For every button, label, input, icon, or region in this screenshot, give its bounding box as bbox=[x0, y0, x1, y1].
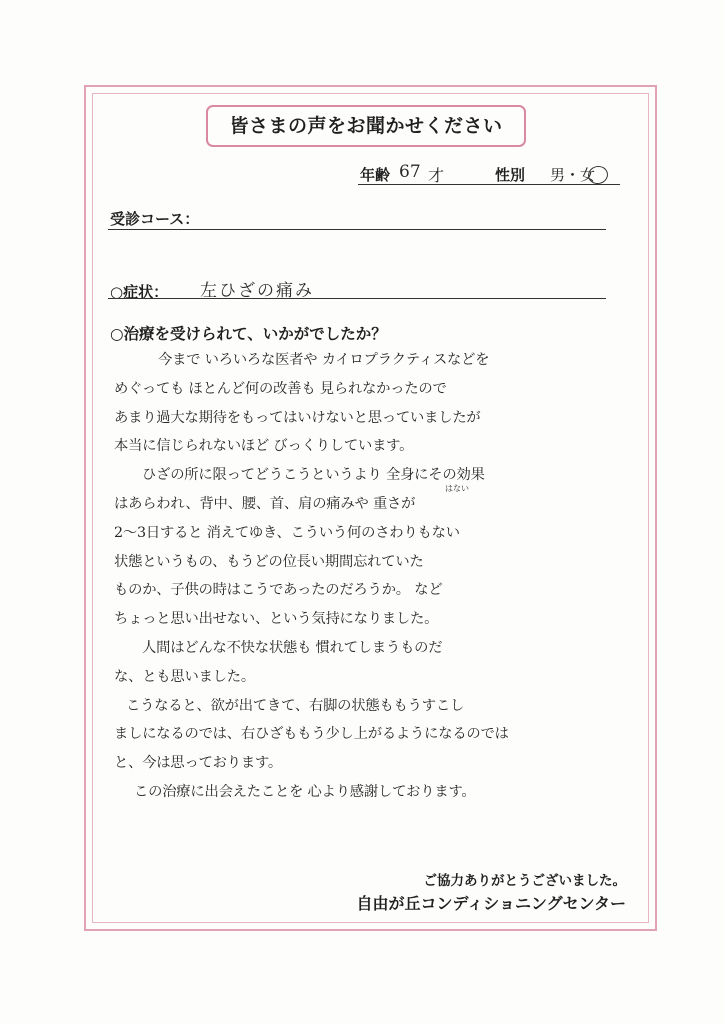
age-value: 67 bbox=[399, 162, 421, 182]
testimonial-line: ものか、子供の時はこうであったのだろうか。 など bbox=[114, 582, 443, 599]
gender-label: 性別 bbox=[495, 166, 526, 184]
testimonial-line: はあらわれ、背中、腰、首、肩の痛みや 重さが bbox=[114, 495, 416, 512]
testimonial-line: この治療に出会えたことを 心より感謝しております。 bbox=[134, 783, 476, 800]
testimonial-line: ひざの所に限ってどうこうというより 全身にその効果 bbox=[142, 467, 485, 484]
symptom-label: ○症状： bbox=[110, 283, 169, 301]
testimonial-body bbox=[112, 346, 632, 807]
symptom-value: 左ひざの痛み bbox=[200, 281, 314, 301]
ruby-annotation: はない bbox=[445, 484, 469, 493]
testimonial-line: 2～3日すると 消えてゆき、こういう何のさわりもない bbox=[114, 524, 460, 541]
age-gender-underline bbox=[358, 184, 620, 185]
thanks-text: ご協力ありがとうございました。 bbox=[423, 873, 626, 889]
age-unit: 才 bbox=[428, 166, 445, 185]
testimonial-line: 本当に信じられないほど びっくりしています。 bbox=[114, 438, 414, 455]
gender-options: 男・女 bbox=[550, 166, 596, 184]
testimonial-line: な、とも思いました。 bbox=[114, 668, 255, 685]
testimonial-line: ましになるのでは、右ひざももう少し上がるようになるのでは bbox=[114, 726, 509, 743]
course-underline bbox=[108, 229, 606, 230]
testimonial-line: めぐっても ほとんど何の改善も 見られなかったので bbox=[114, 380, 447, 397]
testimonial-line: ちょっと思い出せない、という気持になりました。 bbox=[114, 611, 439, 628]
testimonial-line: 状態というもの、もうどの位長い期間忘れていた bbox=[114, 553, 424, 570]
testimonial-line: あまり過大な期待をもってはいけないと思っていましたが bbox=[114, 409, 481, 426]
form-title: 皆さまの声をお聞かせください bbox=[229, 115, 503, 137]
clinic-name: 自由が丘コンディショニングセンター bbox=[356, 894, 626, 913]
testimonial-line: と、今は思っております。 bbox=[114, 755, 283, 772]
testimonial-line: こうなると、欲が出てきて、右脚の状態ももうすこし bbox=[126, 697, 465, 714]
course-label: 受診コース： bbox=[110, 210, 200, 228]
testimonial-line: 人間はどんな不快な状態も 慣れてしまうものだ bbox=[142, 639, 443, 656]
age-label: 年齢 bbox=[360, 166, 391, 184]
symptom-underline bbox=[108, 298, 606, 299]
question-label: ○治療を受けられて、いかがでしたか？ bbox=[110, 325, 387, 343]
testimonial-line: 今まで いろいろな医者や カイロプラクティスなどを bbox=[158, 352, 490, 368]
